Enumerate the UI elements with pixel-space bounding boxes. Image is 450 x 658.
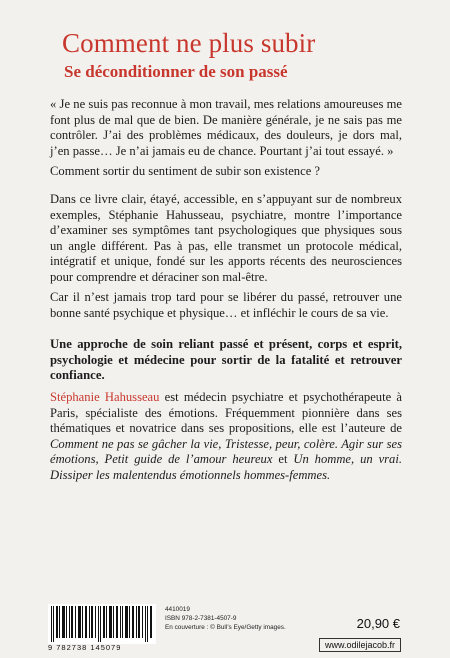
author-name: Stéphanie Hahusseau [50,390,160,404]
author-bio-text: est médecin psychiatre et psychothérapeute à Paris, spécialiste des émotions. Fréquemment pionnière dans ses thématiques et novatrice dans ses propositions, elle est l’auteure de [50,390,402,436]
author-book-last: Un homme, un vrai. Dissiper les malentendus émotionnels hommes-femmes. [50,452,403,482]
question-paragraph: Comment sortir du sentiment de subir son existence ? [50,164,321,178]
description-paragraph: Dans ce livre clair, étayé, accessible, en s’appuyant sur de nombreux exemples, Stéphanie Hahusseau, psychiatre, montre l’importance d’examiner ses symptômes tant psychologiques que physiques sous un angle différent. Pas à pas, elle transmet un protocole médical, intégratif et unique, fondé sur les apports récents des neurosciences pour comprendre et déraciner son mal-être. [50,192,402,284]
catalog-code: 4410019 [165,606,190,613]
cover-footer [0,600,450,658]
book-subtitle: Se déconditionner de son passé [64,62,288,81]
isbn-number: ISBN 978-2-7381-4507-9 [165,614,237,622]
quote-paragraph: « Je ne suis pas reconnue à mon travail, mes relations amoureuses me font plus de mal que de bien. De manière générale, je ne sais pas me contrôler. J’ai des problèmes médicaux, des douleurs, je dors mal, j’en passe… Je n’ai jamais eu de chance. Pourtant j’ai tout essayé. » [50,97,402,158]
tagline-paragraph: Une approche de soin reliant passé et présent, corps et esprit, psychologie et médecine pour sortir de la fatalité et retrouver confiance. [50,337,402,383]
publisher-url: www.odilejacob.fr [319,638,401,652]
author-books-list: Comment ne pas se gâcher la vie, Tristesse, peur, colère. Agir sur ses émotions, Petit guide de l’amour heureux [50,436,402,467]
cover-credit: En couverture : © Bull’s Eye/Getty images. [165,623,286,631]
price-label: 20,90 € [356,616,400,631]
barcode-icon [48,604,156,644]
publication-info [165,606,286,632]
author-bio-conjunction: et [272,452,294,467]
book-title: Comment ne plus subir [62,28,316,58]
closing-paragraph: Car il n’est jamais trop tard pour se libérer du passé, retrouver une bonne santé psychique et physique… et infléchir le cours de sa vie. [50,290,402,320]
author-bio [50,390,402,484]
barcode-number: 9 782738 145079 [48,643,122,652]
